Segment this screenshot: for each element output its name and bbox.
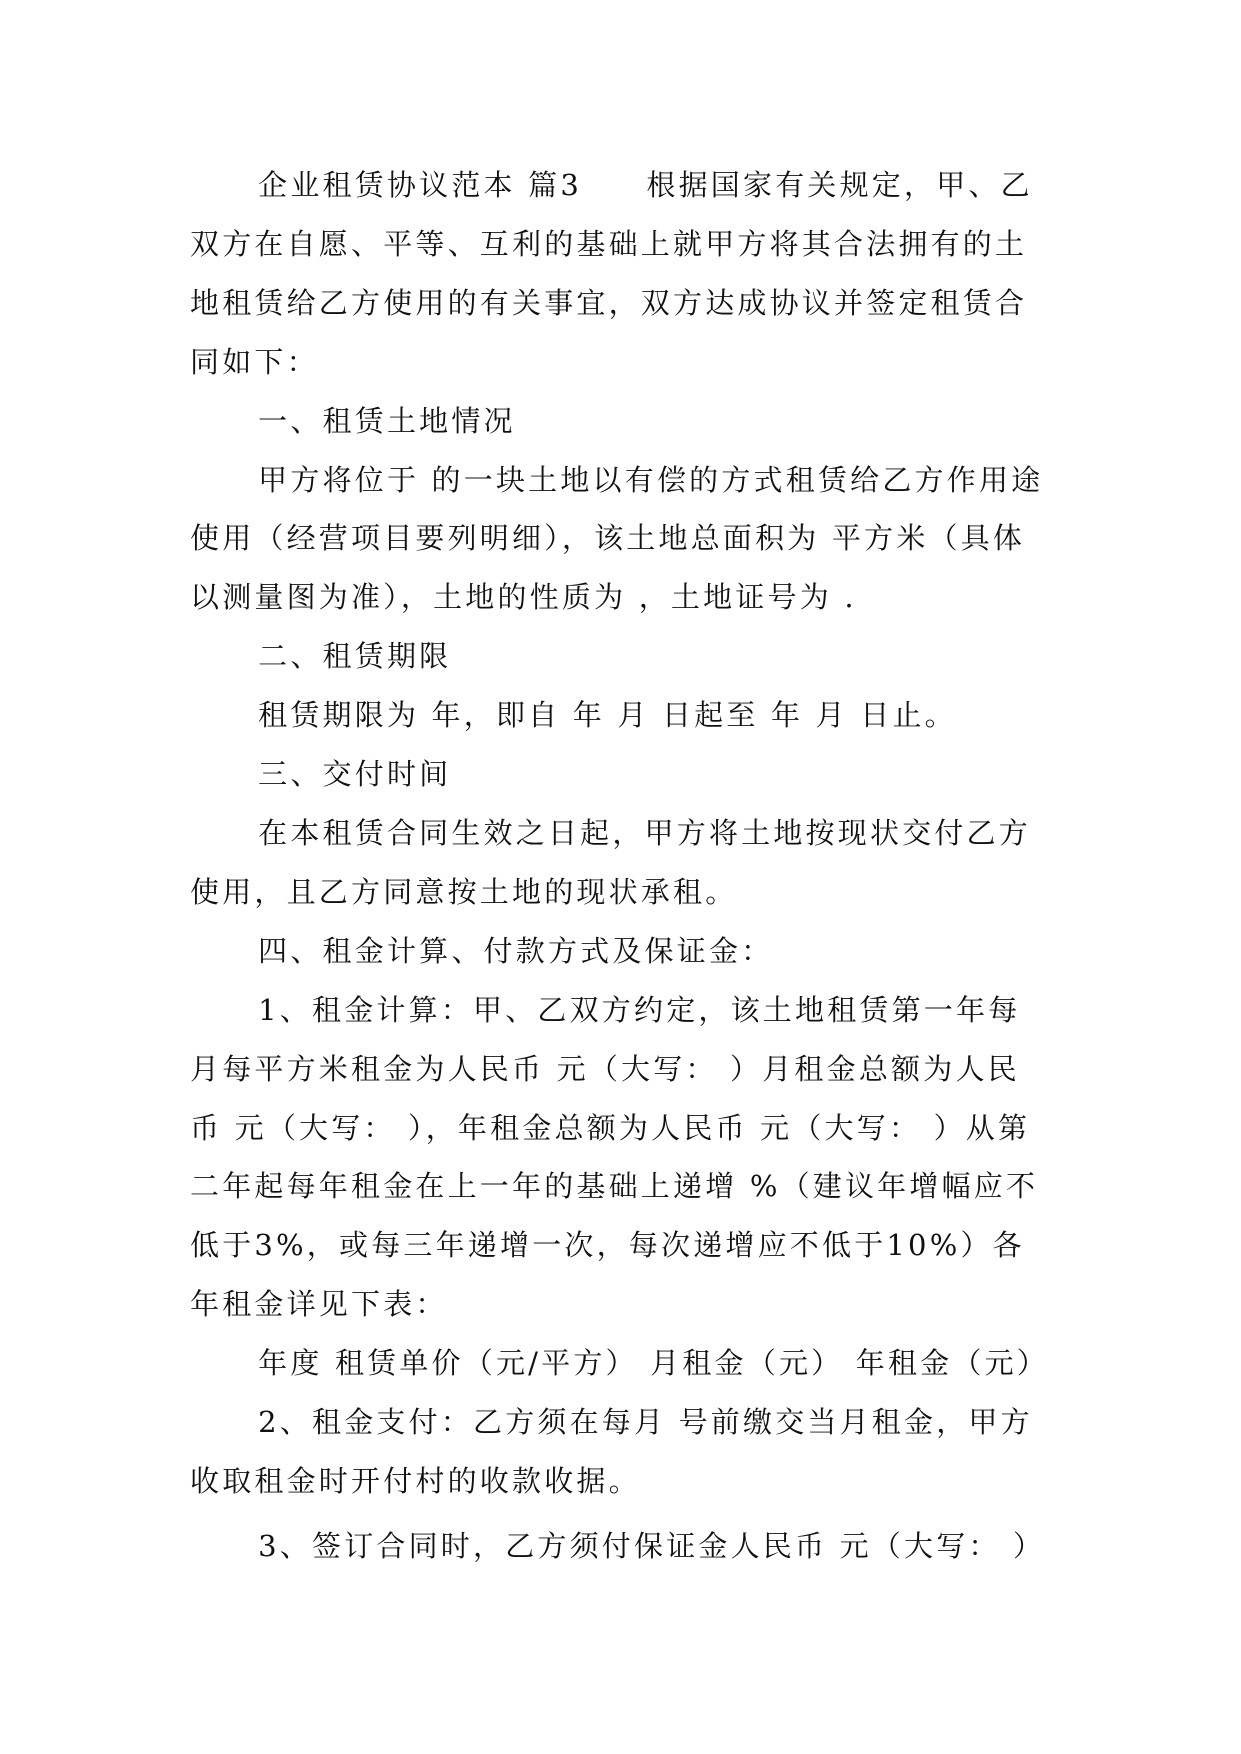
paragraph-lease-term: 租赁期限为 年，即自 年 月 日起至 年 月 日止。: [258, 698, 957, 733]
paragraph-intro: 企业租赁协议范本 篇3 根据国家有关规定，甲、乙双方在自愿、平等、互利的基础上就甲方将其合法拥有的土地租赁给乙方使用的有关事宜，双方达成协议并签定租赁合同如下：: [190, 168, 1033, 379]
paragraph-land-details: 甲方将位于 的一块土地以有偿的方式租赁给乙方作用途使用（经营项目要列明细），该土地总面积为 平方米（具体以测量图为准），土地的性质为 ，土地证号为 .: [190, 462, 1044, 615]
heading-delivery-time: 三、交付时间: [258, 757, 452, 792]
heading-lease-term: 二、租赁期限: [258, 639, 452, 674]
paragraph-deposit: 3、签订合同时，乙方须付保证金人民币 元（大写： ）: [258, 1528, 1046, 1563]
heading-land-situation: 一、租赁土地情况: [258, 403, 516, 438]
paragraph-rent-calculation: 1、租金计算：甲、乙双方约定，该土地租赁第一年每月每平方米租金为人民币 元（大写： ）月租金总额为人民币 元（大写： ），年租金总额为人民币 元（大写： ）从第二年起每年租金在上一年的基础上递增 %（建议年增幅应不低于3%，或每三年递增一次，每次递增应不低于10%）各年租金详见下表：: [190, 992, 1039, 1322]
heading-rent-payment-deposit: 四、租金计算、付款方式及保证金：: [258, 933, 774, 968]
paragraph-delivery: 在本租赁合同生效之日起，甲方将土地按现状交付乙方使用，且乙方同意按土地的现状承租。: [190, 815, 1031, 909]
rent-table-header: 年度 租赁单价（元/平方） 月租金（元） 年租金（元）: [258, 1346, 1049, 1381]
document-page: [190, 156, 1050, 1576]
paragraph-rent-payment: 2、租金支付：乙方须在每月 号前缴交当月租金，甲方收取租金时开付村的收款收据。: [190, 1405, 1033, 1498]
